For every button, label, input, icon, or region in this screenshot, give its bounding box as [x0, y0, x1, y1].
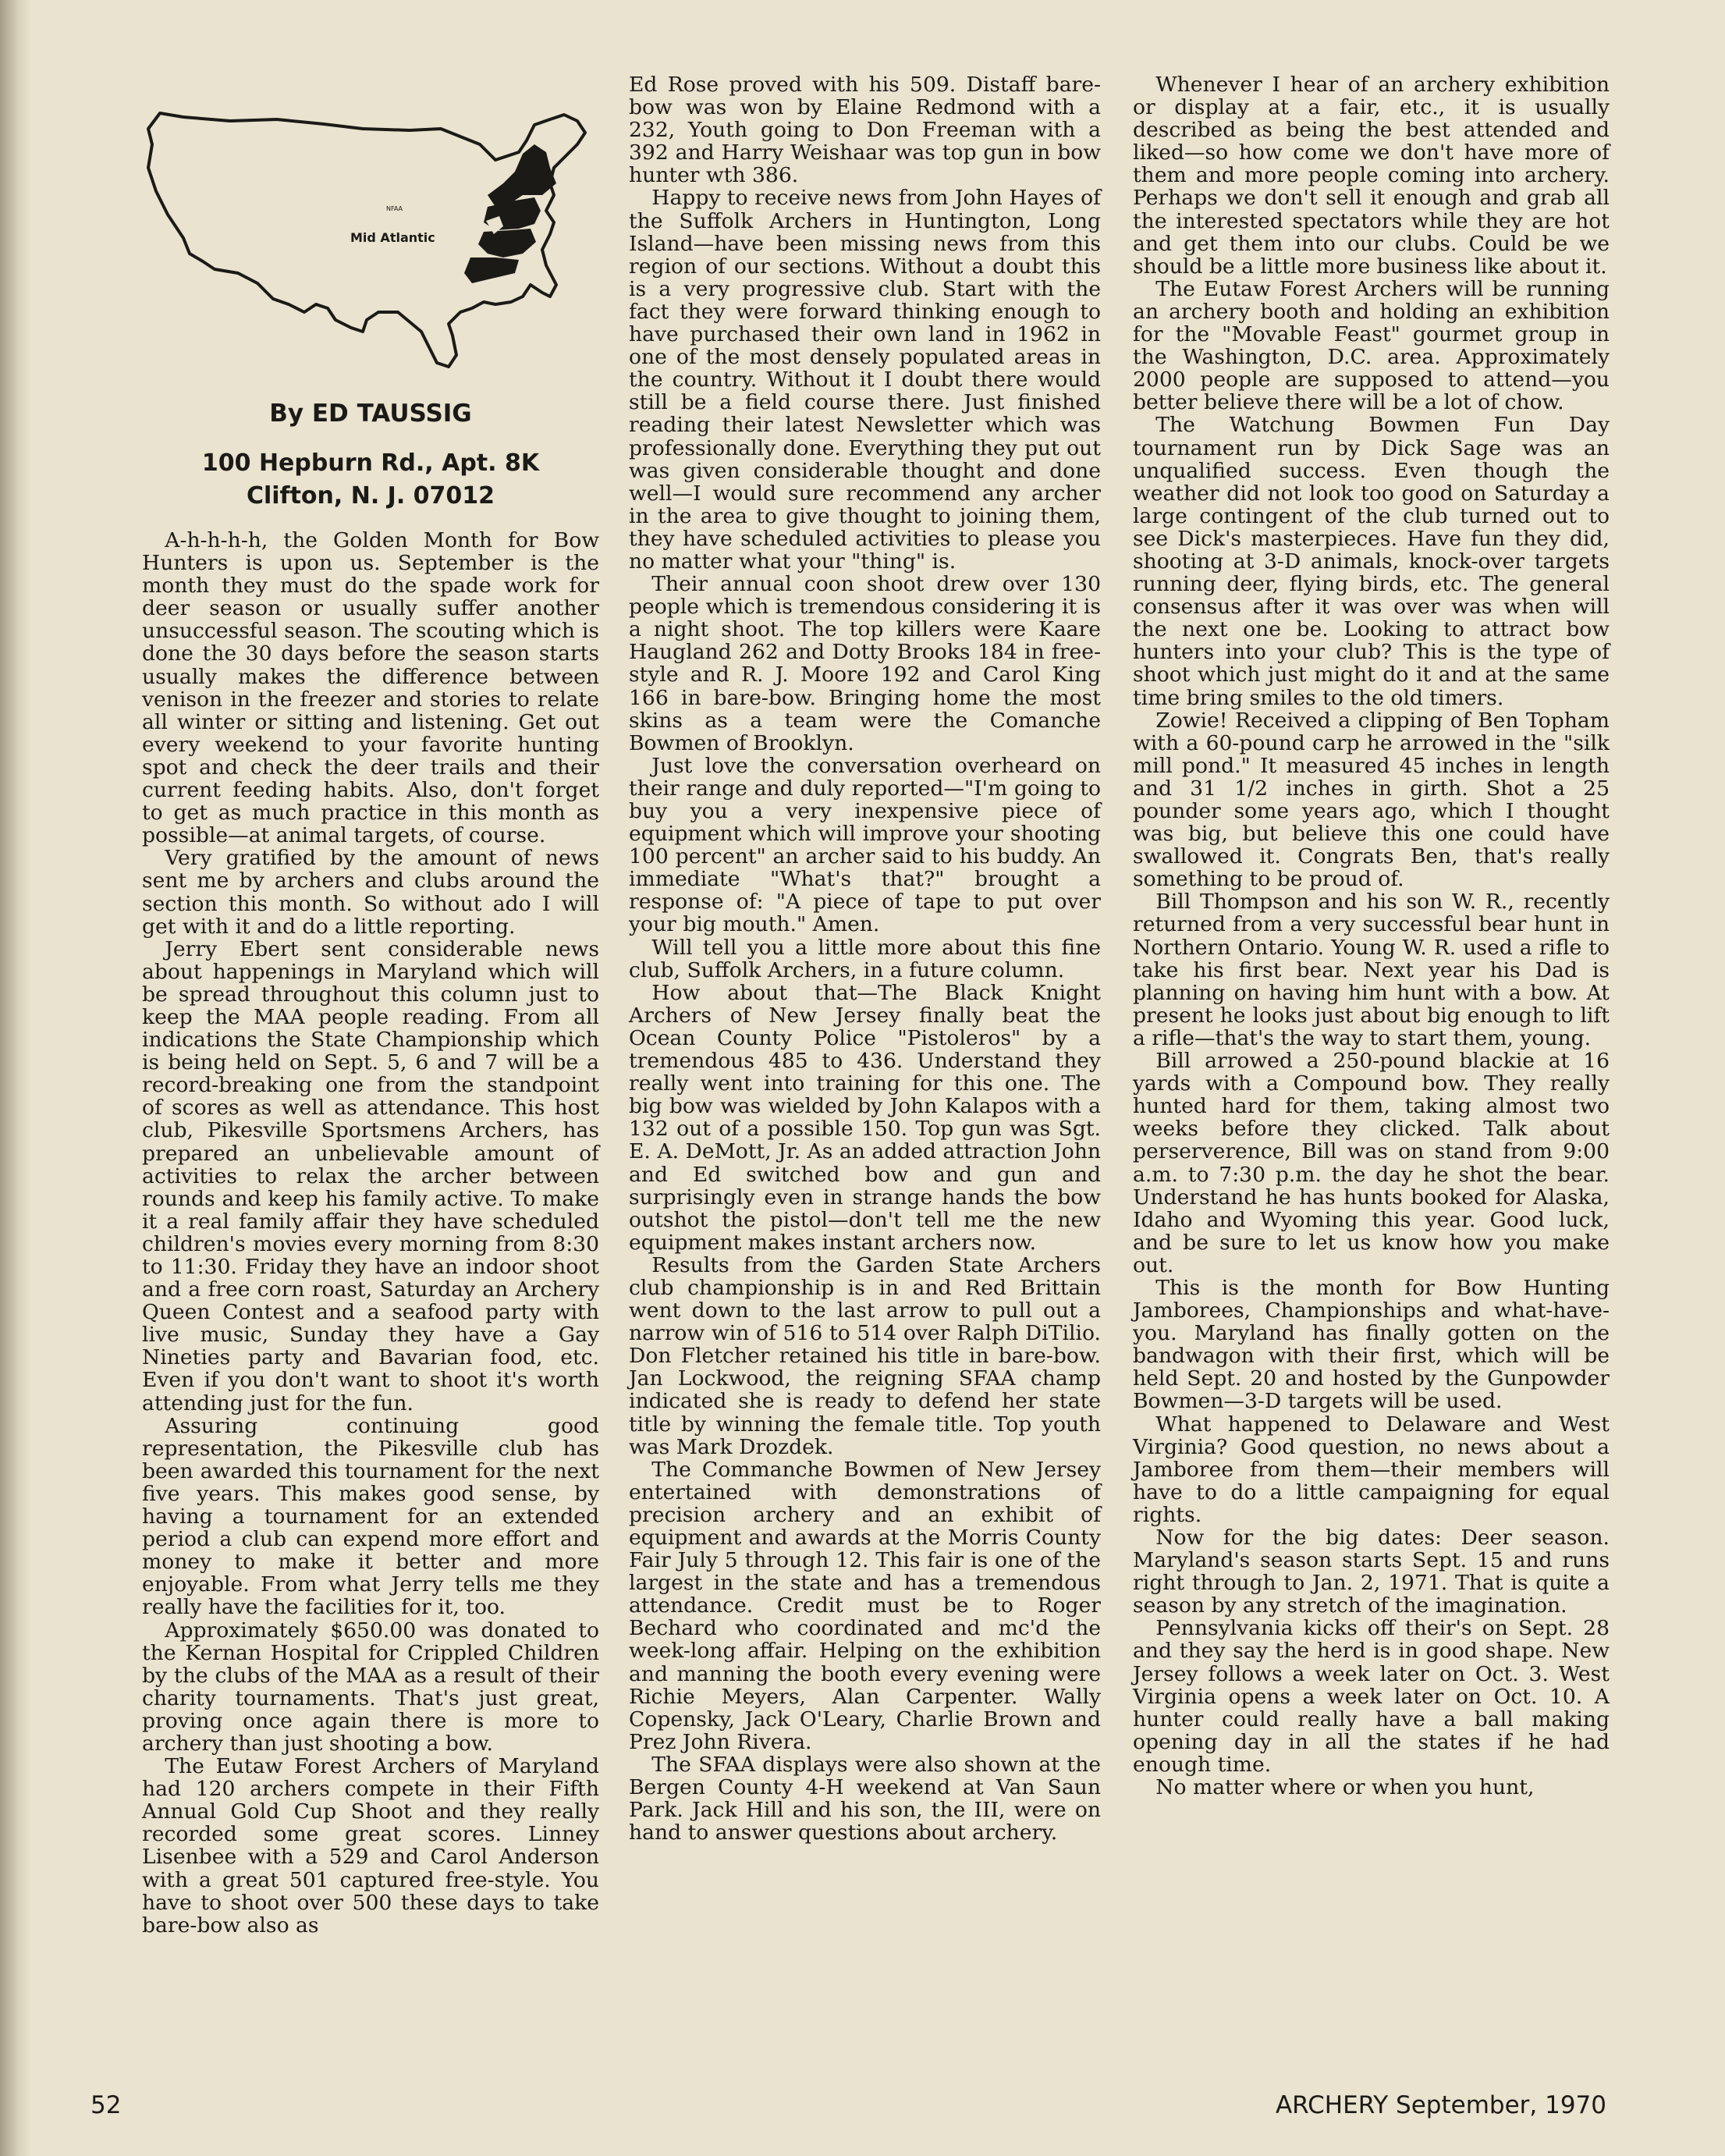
- paragraph: The Watchung Bowmen Fun Day tournament run by Dick Sage was an unqualified success. Even though the weather did not look too good on Saturday a large contingent of the club turned out to see Dick's masterpieces. Have fun they did, shooting at 3-D animals, knock-over targets running deer, flying birds, etc. The general consensus after it was over was when will the next one be. Looking to attract bow hunters into your club? This is the type of shoot which just might do it and at the same time bring smiles to the old timers.: [1133, 413, 1610, 710]
- map-region-label: Mid Atlantic: [350, 230, 435, 245]
- paragraph: Very gratified by the amount of news sent me by archers and clubs around the section this month. So without ado I will get with it and do a little reporting.: [142, 846, 599, 939]
- article-column-3: [1133, 73, 1610, 1799]
- us-map-icon: [129, 98, 620, 394]
- paragraph: The Commanche Bowmen of New Jersey entertained with demonstrations of precision archery and an exhibit of equipment and awards at the Morris County Fair July 5 through 12. This fair is one of the largest in the state and has a tremendous attendance. Credit must be to Roger Bechard who coordinated and mc'd the week-long affair. Helping on the exhibition and manning the booth every evening were Richie Meyers, Alan Carpenter. Wally Copensky, Jack O'Leary, Charlie Brown and Prez John Rivera.: [629, 1457, 1101, 1754]
- author-address-line2: Clifton, N. J. 07012: [246, 482, 495, 510]
- paragraph: Pennsylvania kicks off their's on Sept. 28 and they say the herd is in good shape. New Jersey follows a week later on Oct. 3. West Virginia opens a week later on Oct. 10. A hunter could really have a ball making opening day in all the states if he had enough time.: [1133, 1616, 1610, 1777]
- paragraph: This is the month for Bow Hunting Jamborees, Championships and what-have-you. Maryland has finally gotten on the bandwagon with their first, which will be held Sept. 20 and hosted by the Gunpowder Bowmen—3-D targets will be used.: [1133, 1275, 1610, 1414]
- paragraph: Will tell you a little more about this fine club, Suffolk Archers, in a future column.: [629, 935, 1101, 982]
- author-name: By ED TAUSSIG: [269, 400, 472, 428]
- paragraph: Now for the big dates: Deer season. Maryland's season starts Sept. 15 and runs right through to Jan. 2, 1971. That is quite a season by any stretch of the imagination.: [1133, 1526, 1610, 1618]
- author-address-line1: 100 Hepburn Rd., Apt. 8K: [201, 449, 540, 477]
- paragraph: Happy to receive news from John Hayes of the Suffolk Archers in Huntington, Long Island—have been missing news from this region of our sections. Without a doubt this is a very progressive club. Start with the fact they were forward thinking enough to have purchased their own land in 1962 in one of the most densely populated areas in the country. Without it I doubt there would still be a field course there. Just finished reading their latest Newsletter which was professionally done. Everything they put out was given considerable thought and done well—I would sure recommend any archer in the area to give thought to joining them, they have scheduled activities to please you no matter what your "thing" is.: [629, 186, 1101, 574]
- paragraph: The SFAA displays were also shown at the Bergen County 4-H weekend at Van Saun Park. Jack Hill and his son, the III, were on hand to answer questions about archery.: [629, 1752, 1101, 1845]
- magazine-credit: ARCHERY September, 1970: [1275, 2091, 1606, 2119]
- paragraph: Ed Rose proved with his 509. Distaff bare-bow was won by Elaine Redmond with a 232, Youth going to Don Freeman with a 392 and Harry Weishaar was top gun in bow hunter wth 386.: [629, 73, 1101, 188]
- paragraph: Results from the Garden State Archers club championship is in and Red Brittain went down to the last arrow to pull out a narrow win of 516 to 514 over Ralph DiTilio. Don Fletcher retained his title in bare-bow. Jan Lockwood, the reigning SFAA champ indicated she is ready to defend her state title by winning the female title. Top youth was Mark Drozdek.: [629, 1252, 1101, 1459]
- paragraph: Zowie! Received a clipping of Ben Topham with a 60-pound carp he arrowed in the "silk mill pond." It measured 45 inches in length and 31 1/2 inches in girth. Shot a 25 pounder some years ago, which I thought was big, but believe this one could have swallowed it. Congrats Ben, that's really something to be proud of.: [1133, 708, 1610, 892]
- paragraph: Whenever I hear of an archery exhibition or display at a fair, etc., it is usually described as being the best attended and liked—so how come we don't have more of them and more people coming into archery. Perhaps we don't sell it enough and grab all the interested spectators while they are hot and get them into our clubs. Could be we should be a little more business like about it.: [1133, 73, 1610, 279]
- page-number: 52: [91, 2091, 122, 2119]
- paragraph: Their annual coon shoot drew over 130 people which is tremendous considering it is a night shoot. The top killers were Kaare Haugland 262 and Dotty Brooks 184 in free-style and R. J. Moore 192 and Carol King 166 in bare-bow. Bringing home the most skins as a team were the Comanche Bowmen of Brooklyn.: [629, 572, 1101, 755]
- paragraph: Approximately $650.00 was donated to the Kernan Hospital for Crippled Children by the clubs of the MAA as a result of their charity tournaments. That's just great, proving once again there is more to archery than just shooting a bow.: [142, 1618, 599, 1756]
- paragraph: Bill Thompson and his son W. R., recently returned from a very successful bear hunt in Northern Ontario. Young W. R. used a rifle to take his first bear. Next year his Dad is planning on having him hunt with a bow. At present he looks just about big enough to lift a rifle—that's the way to start them, young.: [1133, 890, 1610, 1050]
- article-column-1: [142, 529, 599, 1937]
- article-column-2: [629, 73, 1101, 1844]
- paragraph: No matter where or when you hunt,: [1155, 1775, 1535, 1800]
- paragraph: Assuring continuing good representation, the Pikesville club has been awarded this tournament for the next five years. This makes good sense, by having a tournament for an extended period a club can expend more effort and money to make it better and more enjoyable. From what Jerry tells me they really have the facilities for it, too.: [142, 1413, 599, 1620]
- paragraph: The Eutaw Forest Archers of Maryland had 120 archers compete in their Fifth Annual Gold Cup Shoot and they really recorded some great scores. Linney Lisenbee with a 529 and Carol Anderson with a great 501 captured free-style. You have to shoot over 500 these days to take bare-bow also as: [142, 1754, 599, 1938]
- paragraph: How about that—The Black Knight Archers of New Jersey finally beat the Ocean County Police "Pistoleros" by a tremendous 485 to 436. Understand they really went into training for this one. The big bow was wielded by John Kalapos with a 132 out of a possible 150. Top gun was Sgt. E. A. DeMott, Jr. As an added attraction John and Ed switched bow and gun and surprisingly even in strange hands the bow outshot the pistol—don't tell me the new equipment makes instant archers now.: [629, 980, 1101, 1255]
- paragraph: Bill arrowed a 250-pound blackie at 16 yards with a Compound bow. They really hunted hard for them, taking almost two weeks before they clicked. Talk about perserverence, Bill was on stand from 9:00 a.m. to 7:30 p.m. the day he shot the bear. Understand he has hunts booked for Alaska, Idaho and Wyoming this year. Good luck, and be sure to let us know how you make out.: [1133, 1049, 1610, 1277]
- map-prefix-label: NFAA: [386, 205, 403, 212]
- paragraph: A-h-h-h-h, the Golden Month for Bow Hunters is upon us. September is the month they must do the spade work for deer season or usually suffer another unsuccessful season. The scouting which is done the 30 days before the season starts usually makes the difference between venison in the freezer and stories to relate all winter or sitting and listening. Get out every weekend to your favorite hunting spot and check the deer trails and their current feeding habits. Also, don't forget to get as much practice in this month as possible—at animal targets, of course.: [142, 528, 599, 848]
- paragraph: What happened to Delaware and West Virginia? Good question, no news about a Jamboree from them—their members will have to do a little campaigning for equal rights.: [1133, 1412, 1610, 1527]
- paragraph: Jerry Ebert sent considerable news about happenings in Maryland which will be spread throughout this column just to keep the MAA people reading. From all indications the State Championship which is being held on Sept. 5, 6 and 7 will be a record-breaking one from the standpoint of scores as well as attendance. This host club, Pikesville Sportsmens Archers, has prepared an unbelievable amount of activities to relax the archer between rounds and keep his family active. To make it a real family affair they have scheduled children's movies every morning from 8:30 to 11:30. Friday they have an indoor shoot and a free corn roast, Saturday an Archery Queen Contest and a seafood party with live music, Sunday they have a Gay Nineties party and Bavarian food, etc. Even if you don't want to shoot it's worth attending just for the fun.: [142, 936, 599, 1415]
- page-binding-edge: [0, 0, 31, 2156]
- region-map: [129, 98, 620, 394]
- paragraph: The Eutaw Forest Archers will be running an archery booth and holding an exhibition for the "Movable Feast" gourmet group in the Washington, D.C. area. Approximately 2000 people are supposed to attend—you better believe there will be a lot of chow.: [1133, 276, 1610, 415]
- paragraph: Just love the conversation overheard on their range and duly reported—"I'm going to buy you a very inexpensive piece of equipment which will improve your shooting 100 percent" an archer said to his buddy. An immediate "What's that?" brought a response of: "A piece of tape to put over your big mouth." Amen.: [629, 753, 1101, 937]
